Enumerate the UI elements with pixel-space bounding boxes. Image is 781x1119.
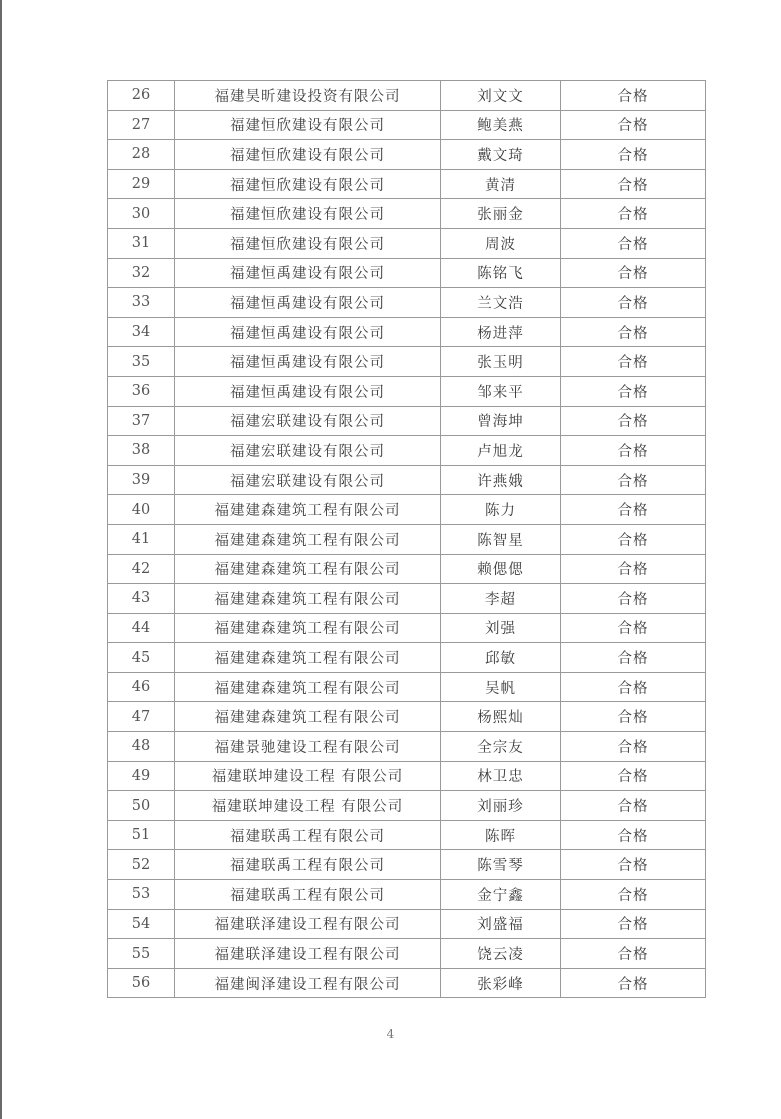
row-number-cell: 32 xyxy=(108,258,175,288)
result-cell: 合格 xyxy=(561,228,706,258)
person-name-cell: 杨熙灿 xyxy=(441,702,561,732)
result-cell: 合格 xyxy=(561,939,706,969)
row-number-cell: 30 xyxy=(108,199,175,229)
person-name-cell: 金宁鑫 xyxy=(441,880,561,910)
person-name-cell: 李超 xyxy=(441,584,561,614)
table-row xyxy=(108,258,706,288)
row-number-cell: 42 xyxy=(108,554,175,584)
table-row xyxy=(108,347,706,377)
result-cell: 合格 xyxy=(561,554,706,584)
table-row xyxy=(108,643,706,673)
company-cell: 福建恒欣建设有限公司 xyxy=(175,199,441,229)
row-number-cell: 56 xyxy=(108,968,175,998)
row-number-cell: 55 xyxy=(108,939,175,969)
row-number-cell: 44 xyxy=(108,613,175,643)
table-row xyxy=(108,495,706,525)
person-name-cell: 刘强 xyxy=(441,613,561,643)
row-number-cell: 37 xyxy=(108,406,175,436)
result-cell: 合格 xyxy=(561,732,706,762)
company-cell: 福建景驰建设工程有限公司 xyxy=(175,732,441,762)
table-row xyxy=(108,850,706,880)
row-number-cell: 50 xyxy=(108,791,175,821)
company-cell: 福建恒禹建设有限公司 xyxy=(175,317,441,347)
result-cell: 合格 xyxy=(561,702,706,732)
company-cell: 福建建森建筑工程有限公司 xyxy=(175,554,441,584)
result-cell: 合格 xyxy=(561,761,706,791)
company-cell: 福建联坤建设工程 有限公司 xyxy=(175,791,441,821)
row-number-cell: 31 xyxy=(108,228,175,258)
person-name-cell: 全宗友 xyxy=(441,732,561,762)
table-row xyxy=(108,317,706,347)
result-cell: 合格 xyxy=(561,643,706,673)
person-name-cell: 张丽金 xyxy=(441,199,561,229)
company-cell: 福建建森建筑工程有限公司 xyxy=(175,524,441,554)
row-number-cell: 51 xyxy=(108,820,175,850)
table-row xyxy=(108,228,706,258)
person-name-cell: 邹来平 xyxy=(441,376,561,406)
result-cell: 合格 xyxy=(561,909,706,939)
result-cell: 合格 xyxy=(561,495,706,525)
table-row xyxy=(108,169,706,199)
company-cell: 福建闽泽建设工程有限公司 xyxy=(175,968,441,998)
table-row xyxy=(108,288,706,318)
result-cell: 合格 xyxy=(561,140,706,170)
table-row xyxy=(108,702,706,732)
row-number-cell: 38 xyxy=(108,436,175,466)
result-cell: 合格 xyxy=(561,347,706,377)
result-cell: 合格 xyxy=(561,81,706,111)
person-name-cell: 鲍美燕 xyxy=(441,110,561,140)
company-cell: 福建联禹工程有限公司 xyxy=(175,820,441,850)
table-row xyxy=(108,584,706,614)
row-number-cell: 47 xyxy=(108,702,175,732)
row-number-cell: 35 xyxy=(108,347,175,377)
table-row xyxy=(108,791,706,821)
row-number-cell: 40 xyxy=(108,495,175,525)
person-name-cell: 杨进萍 xyxy=(441,317,561,347)
table-row xyxy=(108,761,706,791)
company-cell: 福建宏联建设有限公司 xyxy=(175,436,441,466)
row-number-cell: 33 xyxy=(108,288,175,318)
company-cell: 福建宏联建设有限公司 xyxy=(175,406,441,436)
row-number-cell: 53 xyxy=(108,880,175,910)
person-name-cell: 陈力 xyxy=(441,495,561,525)
row-number-cell: 52 xyxy=(108,850,175,880)
table-row xyxy=(108,672,706,702)
result-cell: 合格 xyxy=(561,436,706,466)
person-name-cell: 邱敏 xyxy=(441,643,561,673)
table-row xyxy=(108,880,706,910)
company-cell: 福建恒欣建设有限公司 xyxy=(175,110,441,140)
person-name-cell: 许燕娥 xyxy=(441,465,561,495)
person-name-cell: 兰文浩 xyxy=(441,288,561,318)
table-row xyxy=(108,939,706,969)
table-row xyxy=(108,554,706,584)
person-name-cell: 陈晖 xyxy=(441,820,561,850)
roster-table xyxy=(107,80,706,998)
person-name-cell: 张玉明 xyxy=(441,347,561,377)
person-name-cell: 陈铭飞 xyxy=(441,258,561,288)
row-number-cell: 27 xyxy=(108,110,175,140)
result-cell: 合格 xyxy=(561,880,706,910)
row-number-cell: 41 xyxy=(108,524,175,554)
person-name-cell: 刘盛福 xyxy=(441,909,561,939)
row-number-cell: 48 xyxy=(108,732,175,762)
company-cell: 福建联泽建设工程有限公司 xyxy=(175,909,441,939)
person-name-cell: 饶云凌 xyxy=(441,939,561,969)
result-cell: 合格 xyxy=(561,672,706,702)
result-cell: 合格 xyxy=(561,613,706,643)
person-name-cell: 刘文文 xyxy=(441,81,561,111)
table-row xyxy=(108,376,706,406)
table-row xyxy=(108,140,706,170)
result-cell: 合格 xyxy=(561,258,706,288)
result-cell: 合格 xyxy=(561,376,706,406)
person-name-cell: 张彩峰 xyxy=(441,968,561,998)
table-row xyxy=(108,436,706,466)
person-name-cell: 戴文琦 xyxy=(441,140,561,170)
result-cell: 合格 xyxy=(561,850,706,880)
result-cell: 合格 xyxy=(561,968,706,998)
table-row xyxy=(108,110,706,140)
row-number-cell: 43 xyxy=(108,584,175,614)
company-cell: 福建建森建筑工程有限公司 xyxy=(175,643,441,673)
result-cell: 合格 xyxy=(561,820,706,850)
company-cell: 福建恒欣建设有限公司 xyxy=(175,140,441,170)
result-cell: 合格 xyxy=(561,406,706,436)
company-cell: 福建恒禹建设有限公司 xyxy=(175,376,441,406)
result-cell: 合格 xyxy=(561,110,706,140)
row-number-cell: 45 xyxy=(108,643,175,673)
result-cell: 合格 xyxy=(561,791,706,821)
page-number: 4 xyxy=(386,1027,395,1041)
row-number-cell: 34 xyxy=(108,317,175,347)
company-cell: 福建恒欣建设有限公司 xyxy=(175,169,441,199)
person-name-cell: 陈智星 xyxy=(441,524,561,554)
table-row xyxy=(108,968,706,998)
company-cell: 福建联禹工程有限公司 xyxy=(175,880,441,910)
company-cell: 福建宏联建设有限公司 xyxy=(175,465,441,495)
row-number-cell: 28 xyxy=(108,140,175,170)
result-cell: 合格 xyxy=(561,199,706,229)
row-number-cell: 39 xyxy=(108,465,175,495)
person-name-cell: 林卫忠 xyxy=(441,761,561,791)
row-number-cell: 29 xyxy=(108,169,175,199)
person-name-cell: 刘丽珍 xyxy=(441,791,561,821)
table-row xyxy=(108,613,706,643)
table-row xyxy=(108,909,706,939)
result-cell: 合格 xyxy=(561,317,706,347)
table-row xyxy=(108,199,706,229)
result-cell: 合格 xyxy=(561,524,706,554)
table-row xyxy=(108,406,706,436)
company-cell: 福建联泽建设工程有限公司 xyxy=(175,939,441,969)
company-cell: 福建建森建筑工程有限公司 xyxy=(175,672,441,702)
table-row xyxy=(108,820,706,850)
company-cell: 福建昊昕建设投资有限公司 xyxy=(175,81,441,111)
company-cell: 福建建森建筑工程有限公司 xyxy=(175,495,441,525)
person-name-cell: 黄清 xyxy=(441,169,561,199)
company-cell: 福建建森建筑工程有限公司 xyxy=(175,584,441,614)
company-cell: 福建恒禹建设有限公司 xyxy=(175,347,441,377)
company-cell: 福建联禹工程有限公司 xyxy=(175,850,441,880)
row-number-cell: 36 xyxy=(108,376,175,406)
row-number-cell: 26 xyxy=(108,81,175,111)
row-number-cell: 49 xyxy=(108,761,175,791)
person-name-cell: 曾海坤 xyxy=(441,406,561,436)
page-left-edge xyxy=(0,0,2,1119)
table-row xyxy=(108,524,706,554)
company-cell: 福建恒禹建设有限公司 xyxy=(175,288,441,318)
roster-table-body xyxy=(108,81,706,998)
company-cell: 福建恒欣建设有限公司 xyxy=(175,228,441,258)
row-number-cell: 54 xyxy=(108,909,175,939)
company-cell: 福建建森建筑工程有限公司 xyxy=(175,613,441,643)
company-cell: 福建建森建筑工程有限公司 xyxy=(175,702,441,732)
result-cell: 合格 xyxy=(561,465,706,495)
table-row xyxy=(108,465,706,495)
person-name-cell: 赖偲偲 xyxy=(441,554,561,584)
table-row xyxy=(108,732,706,762)
person-name-cell: 吴帆 xyxy=(441,672,561,702)
result-cell: 合格 xyxy=(561,169,706,199)
company-cell: 福建恒禹建设有限公司 xyxy=(175,258,441,288)
result-cell: 合格 xyxy=(561,584,706,614)
person-name-cell: 陈雪琴 xyxy=(441,850,561,880)
table-row xyxy=(108,81,706,111)
person-name-cell: 周波 xyxy=(441,228,561,258)
result-cell: 合格 xyxy=(561,288,706,318)
person-name-cell: 卢旭龙 xyxy=(441,436,561,466)
row-number-cell: 46 xyxy=(108,672,175,702)
company-cell: 福建联坤建设工程 有限公司 xyxy=(175,761,441,791)
